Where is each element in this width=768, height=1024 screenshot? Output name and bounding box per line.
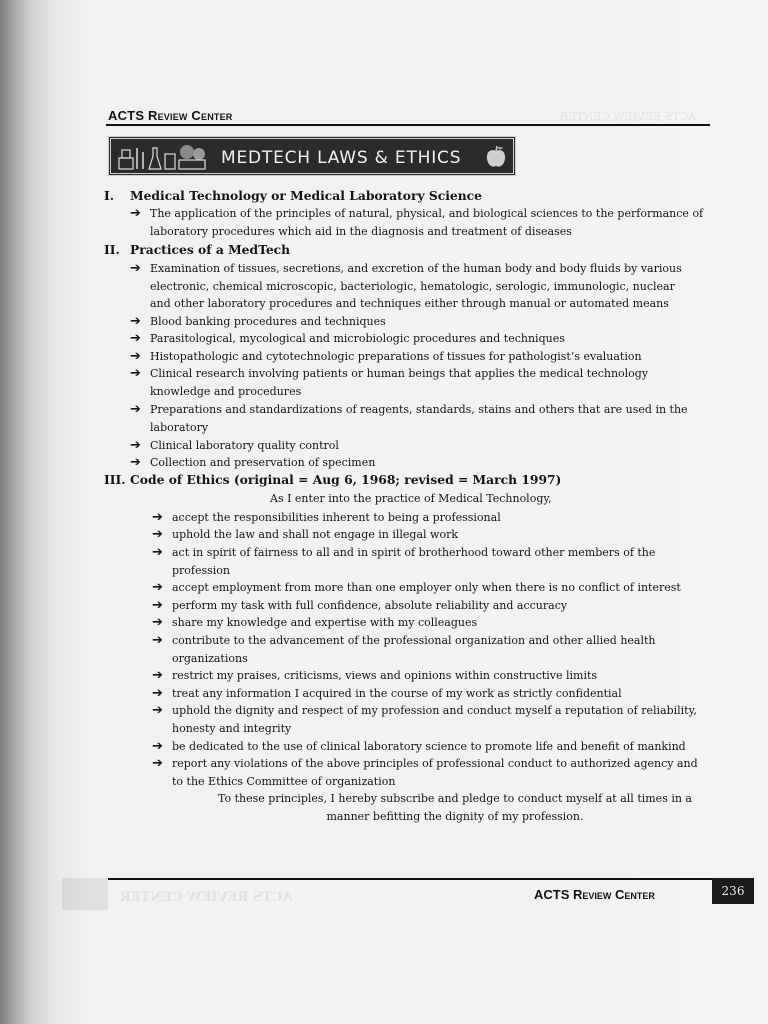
list-item-text: share my knowledge and expertise with my colleagues bbox=[172, 616, 478, 629]
arrow-right-icon: ➔ bbox=[152, 615, 163, 630]
list-item bbox=[152, 755, 707, 790]
list-item-text: Blood banking procedures and techniques bbox=[150, 315, 386, 328]
list-item bbox=[152, 702, 702, 737]
list-item-text: Preparations and standardizations of reagents, standards, stains and others that are used in the laboratory bbox=[150, 403, 688, 434]
list-item-text: Clinical research involving patients or human beings that applies the medical technology knowledge and procedures bbox=[150, 367, 649, 398]
arrow-right-icon: ➔ bbox=[152, 703, 163, 718]
list-item bbox=[152, 685, 702, 703]
list-item bbox=[130, 348, 695, 366]
arrow-right-icon: ➔ bbox=[152, 510, 163, 525]
bleed-through-text: ACTS REVIEW CENTER bbox=[560, 110, 696, 123]
list-item bbox=[152, 738, 702, 756]
list-item-text: uphold the dignity and respect of my profession and conduct myself a reputation of reliability, honesty and integrity bbox=[172, 704, 697, 735]
page-number: 236 bbox=[712, 878, 754, 904]
banner-title: MEDTECH LAWS & ETHICS bbox=[221, 148, 462, 168]
list-item-text: The application of the principles of natural, physical, and biological sciences to the performance of laboratory procedures which aid in the diagnosis and treatment of diseases bbox=[150, 207, 704, 238]
arrow-right-icon: ➔ bbox=[152, 686, 163, 701]
section-heading bbox=[104, 188, 482, 203]
list-item bbox=[152, 632, 672, 667]
arrow-right-icon: ➔ bbox=[152, 756, 163, 771]
list-item-text: report any violations of the above principles of professional conduct to authorized agency and to the Ethics Committee of organization bbox=[172, 757, 698, 788]
list-item-text: uphold the law and shall not engage in illegal work bbox=[172, 528, 458, 541]
arrow-right-icon: ➔ bbox=[130, 438, 141, 453]
arrow-right-icon: ➔ bbox=[130, 402, 141, 417]
list-item-text: perform my task with full confidence, absolute reliability and accuracy bbox=[172, 599, 568, 612]
list-item bbox=[130, 365, 660, 400]
list-item bbox=[152, 509, 702, 527]
list-item bbox=[152, 526, 702, 544]
footer-brand: ACTS Review Center bbox=[534, 887, 655, 902]
list-item bbox=[152, 597, 702, 615]
list-item-text: Histopathologic and cytotechnologic preparations of tissues for pathologist’s evaluation bbox=[150, 350, 642, 363]
list-item-text: treat any information I acquired in the course of my work as strictly confidential bbox=[172, 687, 622, 700]
section-title: Medical Technology or Medical Laboratory Science bbox=[130, 188, 482, 203]
section-number: I. bbox=[104, 188, 115, 203]
section-title: Practices of a MedTech bbox=[130, 242, 291, 257]
section-number: II. bbox=[104, 242, 120, 257]
section-number: III. bbox=[104, 472, 126, 487]
list-item-text: Examination of tissues, secretions, and excretion of the human body and body fluids by various electronic, chemical microscopic, bacteriologic, hematologic, serologic, immunologic, nuclear and other laboratory procedures and techniques either through manual or automated means bbox=[150, 262, 682, 311]
list-item bbox=[152, 614, 702, 632]
header-brand: ACTS Review Center bbox=[108, 108, 233, 123]
list-item bbox=[152, 667, 702, 685]
list-item-text: be dedicated to the use of clinical laboratory science to promote life and benefit of mankind bbox=[172, 740, 686, 753]
arrow-right-icon: ➔ bbox=[152, 668, 163, 683]
oath-intro: As I enter into the practice of Medical Technology, bbox=[270, 492, 552, 505]
arrow-right-icon: ➔ bbox=[152, 545, 163, 560]
section-title: Code of Ethics (original = Aug 6, 1968; revised = March 1997) bbox=[130, 472, 562, 487]
list-item-text: Clinical laboratory quality control bbox=[150, 439, 339, 452]
section-heading bbox=[104, 242, 290, 257]
list-item bbox=[130, 205, 710, 240]
arrow-right-icon: ➔ bbox=[130, 314, 141, 329]
list-item-text: accept employment from more than one employer only when there is no conflict of interest bbox=[172, 581, 681, 594]
list-item bbox=[152, 579, 707, 597]
list-item-text: Parasitological, mycological and microbiologic procedures and techniques bbox=[150, 332, 565, 345]
list-item-text: restrict my praises, criticisms, views and opinions within constructive limits bbox=[172, 669, 598, 682]
list-item bbox=[130, 330, 695, 348]
list-item bbox=[130, 313, 695, 331]
list-item bbox=[130, 437, 695, 455]
arrow-right-icon: ➔ bbox=[130, 349, 141, 364]
section-heading bbox=[104, 472, 561, 487]
arrow-right-icon: ➔ bbox=[152, 633, 163, 648]
list-item bbox=[152, 544, 672, 579]
list-item bbox=[130, 260, 695, 313]
arrow-right-icon: ➔ bbox=[152, 598, 163, 613]
list-item-text: contribute to the advancement of the professional organization and other allied health organizations bbox=[172, 634, 656, 665]
list-item bbox=[130, 454, 695, 472]
arrow-right-icon: ➔ bbox=[152, 527, 163, 542]
arrow-right-icon: ➔ bbox=[130, 366, 141, 381]
arrow-right-icon: ➔ bbox=[130, 331, 141, 346]
closing-pledge: To these principles, I hereby subscribe and pledge to conduct myself at all times in a manner befitting the dignity of my profession. bbox=[218, 792, 692, 823]
arrow-right-icon: ➔ bbox=[130, 455, 141, 470]
list-item bbox=[130, 401, 695, 436]
arrow-right-icon: ➔ bbox=[152, 580, 163, 595]
list-item-text: Collection and preservation of specimen bbox=[150, 456, 376, 469]
list-item-text: accept the responsibilities inherent to being a professional bbox=[172, 511, 501, 524]
footer-rule bbox=[108, 878, 712, 880]
arrow-right-icon: ➔ bbox=[130, 206, 141, 221]
list-item-text: act in spirit of fairness to all and in spirit of brotherhood toward other members of the profession bbox=[172, 546, 656, 577]
bleed-through-text: ACTS REVIEW CENTER bbox=[120, 890, 293, 905]
arrow-right-icon: ➔ bbox=[152, 739, 163, 754]
arrow-right-icon: ➔ bbox=[130, 261, 141, 276]
